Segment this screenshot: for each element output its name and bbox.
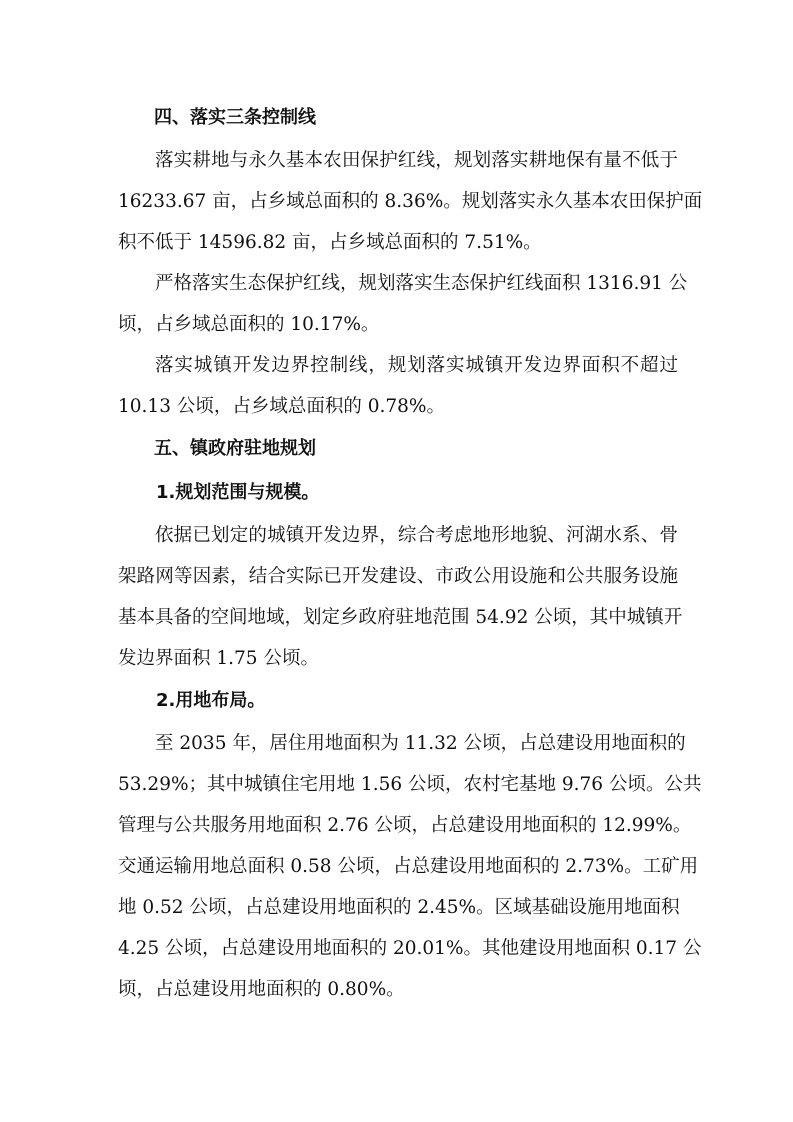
paragraph-line: 严格落实生态保护红线，规划落实生态保护红线面积 1316.91 公	[155, 273, 688, 294]
paragraph-land-use-layout	[118, 723, 702, 1010]
paragraph-line: 至 2035 年，居住用地面积为 11.32 公顷，占总建设用地面积的	[155, 733, 686, 754]
paragraph-line: 落实城镇开发边界控制线，规划落实城镇开发边界面积不超过	[155, 355, 678, 376]
paragraph-line: 积不低于 14596.82 亩，占乡域总面积的 7.51%。	[118, 232, 542, 253]
document-page	[118, 96, 703, 1010]
paragraph-line: 管理与公共服务用地面积 2.76 公顷，占总建设用地面积的 12.99%。	[118, 815, 692, 836]
paragraph-line: 发边界面积 1.75 公顷。	[118, 648, 319, 669]
paragraph-line: 10.13 公顷，占乡域总面积的 0.78%。	[118, 396, 445, 417]
paragraph-line: 架路网等因素，结合实际已开发建设、市政公用设施和公共服务设施	[118, 566, 678, 587]
paragraph-line: 落实耕地与永久基本农田保护红线，规划落实耕地保有量不低于	[155, 150, 678, 171]
subsection-heading-land-use: 2.用地布局。	[156, 690, 266, 711]
paragraph-planning-scope	[118, 515, 683, 679]
section-heading-control-lines: 四、落实三条控制线	[154, 107, 316, 128]
subsection-heading-scope: 1.规划范围与规模。	[156, 482, 320, 503]
paragraph-line: 依据已划定的城镇开发边界，综合考虑地形地貌、河湖水系、骨	[155, 525, 678, 546]
paragraph-line: 16233.67 亩，占乡域总面积的 8.36%。规划落实永久基本农田保护面	[118, 191, 703, 212]
paragraph-urban-boundary	[118, 345, 678, 427]
paragraph-line: 顷，占总建设用地面积的 0.80%。	[118, 979, 405, 1000]
paragraph-line: 顷，占乡域总面积的 10.17%。	[118, 314, 380, 335]
paragraph-farmland-protection	[118, 140, 703, 263]
section-heading-town-planning: 五、镇政府驻地规划	[154, 438, 316, 459]
paragraph-ecological-redline	[118, 263, 688, 345]
paragraph-line: 地 0.52 公顷，占总建设用地面积的 2.45%。区域基础设施用地面积	[118, 897, 680, 918]
paragraph-line: 53.29%；其中城镇住宅用地 1.56 公顷，农村宅基地 9.76 公顷。公共	[118, 774, 702, 795]
paragraph-line: 基本具备的空间地域，划定乡政府驻地范围 54.92 公顷，其中城镇开	[118, 607, 683, 628]
paragraph-line: 交通运输用地总面积 0.58 公顷，占总建设用地面积的 2.73%。工矿用	[118, 856, 699, 877]
paragraph-line: 4.25 公顷，占总建设用地面积的 20.01%。其他建设用地面积 0.17 公	[118, 938, 702, 959]
